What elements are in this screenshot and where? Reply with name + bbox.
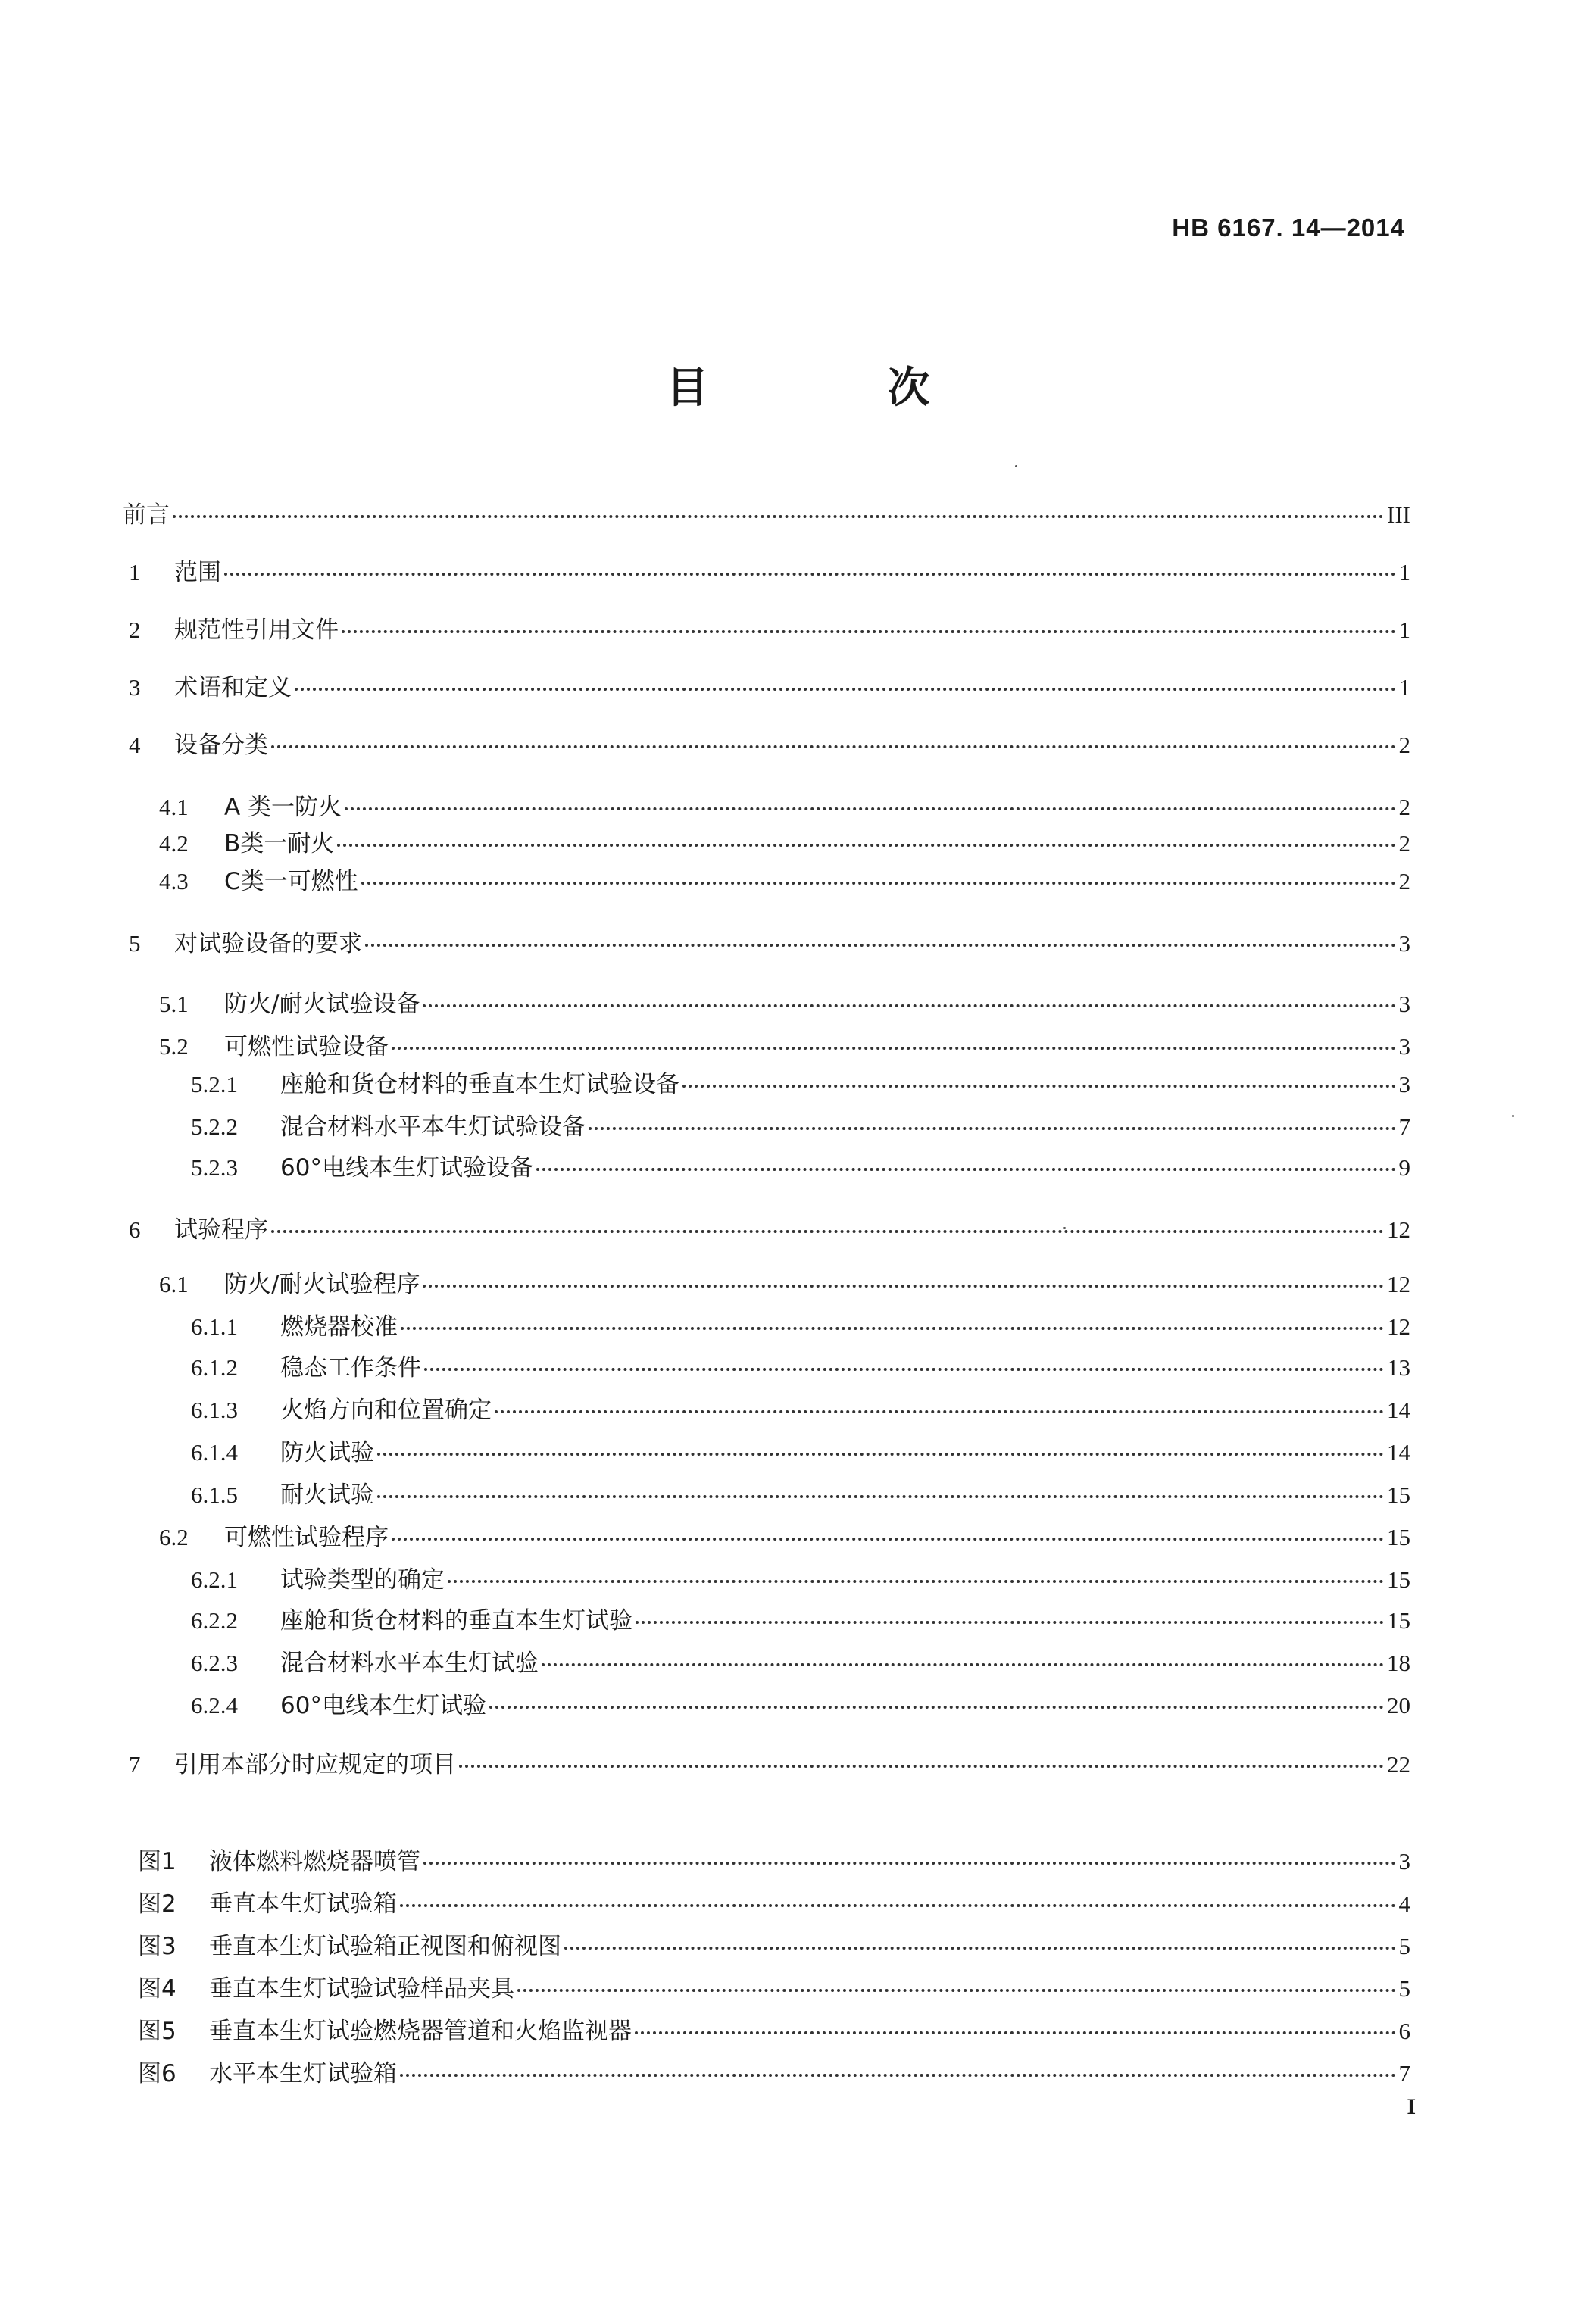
figure-entry-number: 图6 [138, 2060, 176, 2087]
toc-entry-number: 6.1 [159, 1271, 189, 1297]
toc-entry-number: 4.2 [159, 830, 189, 857]
dot-leader [377, 1453, 1384, 1456]
toc-entry-number: 5.2.3 [191, 1154, 238, 1181]
toc-entry-page: 12 [1387, 1216, 1410, 1243]
toc-entry[interactable] [129, 673, 1410, 703]
figure-entry-title: 垂直本生灯试验燃烧器管道和火焰监视器 [209, 2018, 632, 2045]
toc-entry-number: 6 [129, 1216, 141, 1243]
figure-entry[interactable] [138, 1974, 1410, 2004]
toc-entry[interactable] [159, 1032, 1410, 1062]
page-title: 目 次 [666, 364, 998, 413]
toc-entry-number: 5 [129, 930, 141, 957]
toc-entry-page: 2 [1398, 732, 1410, 758]
toc-entry-number: 6.1.4 [191, 1439, 238, 1466]
dot-leader [564, 1947, 1396, 1950]
figure-entry-number: 图2 [138, 1890, 176, 1918]
figure-entry-title: 水平本生灯试验箱 [209, 2060, 397, 2087]
toc-entry-title: 燃烧器校准 [280, 1313, 398, 1341]
figure-entry[interactable] [138, 2016, 1410, 2046]
toc-entry-title: 试验类型的确定 [280, 1566, 445, 1594]
dot-leader [401, 1327, 1384, 1330]
figure-entry-number: 图5 [138, 2018, 176, 2045]
figure-entry-number: 图4 [138, 1975, 176, 2003]
toc-entry[interactable] [129, 929, 1410, 959]
toc-entry-title: 前言 [123, 501, 170, 529]
toc-entry-page: 14 [1387, 1397, 1410, 1423]
toc-entry[interactable] [129, 1215, 1410, 1245]
toc-entry-number: 6.2.1 [191, 1566, 238, 1593]
toc-entry-title: 可燃性试验设备 [224, 1033, 389, 1060]
toc-entry-title: 防火/耐火试验设备 [224, 991, 420, 1018]
toc-entry-page: 3 [1398, 1071, 1410, 1097]
toc-entry-number: 5.2 [159, 1033, 189, 1060]
toc-entry-page: 18 [1387, 1650, 1410, 1676]
figure-entry[interactable] [138, 1847, 1410, 1877]
toc-entry-title: C类一可燃性 [224, 868, 358, 895]
toc-entry-title: 座舱和货仓材料的垂直本生灯试验 [280, 1607, 632, 1634]
toc-entry-page: 22 [1387, 1751, 1410, 1778]
page-number: I [1407, 2094, 1416, 2119]
toc-entry-number: 3 [129, 674, 141, 701]
dot-leader [361, 882, 1396, 885]
dot-leader [589, 1127, 1396, 1130]
figure-entry-page: 5 [1398, 1975, 1410, 2002]
toc-entry[interactable] [191, 1112, 1410, 1142]
toc-entry[interactable] [159, 989, 1410, 1019]
dot-leader [337, 844, 1395, 847]
toc-entry[interactable] [191, 1565, 1410, 1595]
toc-entry[interactable] [191, 1395, 1410, 1425]
dot-leader [542, 1663, 1384, 1666]
toc-entry-page: 1 [1398, 674, 1410, 701]
toc-entry-title: 对试验设备的要求 [174, 930, 362, 957]
toc-entry-title: 混合材料水平本生灯试验设备 [280, 1113, 586, 1141]
dot-leader [495, 1410, 1384, 1413]
figure-entry[interactable] [138, 1889, 1410, 1919]
dot-leader [400, 2074, 1396, 2077]
toc-entry[interactable] [191, 1353, 1410, 1383]
figure-entry[interactable] [138, 1931, 1410, 1962]
toc-entry-number: 6.2.4 [191, 1692, 238, 1719]
dot-leader [377, 1495, 1384, 1498]
toc-entry-page: 12 [1387, 1271, 1410, 1297]
figure-entry-title: 垂直本生灯试验箱 [209, 1890, 397, 1918]
figure-entry-title: 垂直本生灯试验箱正视图和俯视图 [209, 1933, 561, 1960]
toc-entry-title: A 类一防火 [224, 794, 342, 821]
toc-entry-page: III [1387, 501, 1410, 528]
toc-entry[interactable] [129, 730, 1410, 760]
dot-leader [392, 1538, 1384, 1541]
dot-leader [459, 1765, 1384, 1768]
dot-leader [423, 1862, 1396, 1865]
toc-entry-title: 稳态工作条件 [280, 1354, 421, 1381]
dot-leader [489, 1706, 1384, 1709]
toc-entry-title: 火焰方向和位置确定 [280, 1397, 492, 1424]
figure-entry-page: 6 [1398, 2018, 1410, 2044]
toc-entry[interactable] [191, 1069, 1410, 1100]
toc-entry-title: 60°电线本生灯试验 [280, 1692, 486, 1719]
toc-entry-page: 2 [1398, 868, 1410, 894]
toc-entry-number: 5.1 [159, 991, 189, 1017]
toc-entry[interactable] [159, 792, 1410, 823]
figure-entry-title: 液体燃料燃烧器喷管 [209, 1848, 420, 1875]
toc-entry-title: 术语和定义 [174, 674, 292, 701]
toc-entry-page: 15 [1387, 1481, 1410, 1508]
scan-speck [1015, 465, 1017, 467]
dot-leader [271, 745, 1396, 748]
toc-entry-title: 60°电线本生灯试验设备 [280, 1154, 533, 1182]
toc-entry-title: 设备分类 [174, 732, 268, 759]
toc-entry-title: 规范性引用文件 [174, 617, 339, 644]
toc-entry-page: 2 [1398, 794, 1410, 820]
figure-entry-page: 5 [1398, 1933, 1410, 1959]
toc-entry[interactable] [191, 1480, 1410, 1510]
toc-entry[interactable] [123, 500, 1410, 530]
dot-leader [271, 1230, 1384, 1233]
dot-leader [517, 1989, 1396, 1992]
toc-entry-title: 防火/耐火试验程序 [224, 1271, 420, 1298]
toc-entry-number: 6.2.3 [191, 1650, 238, 1676]
toc-entry[interactable] [159, 829, 1410, 859]
toc-entry-page: 3 [1398, 1033, 1410, 1060]
toc-entry-number: 6.1.1 [191, 1313, 238, 1340]
toc-entry-number: 4.1 [159, 794, 189, 820]
scan-speck [1512, 1115, 1514, 1117]
toc-entry-page: 15 [1387, 1607, 1410, 1634]
toc-entry-number: 6.2 [159, 1524, 189, 1550]
toc-entry-page: 1 [1398, 617, 1410, 643]
document-code: HB 6167. 14—2014 [1172, 214, 1405, 242]
toc-entry[interactable] [191, 1312, 1410, 1342]
dot-leader [636, 1621, 1384, 1624]
toc-entry-number: 4 [129, 732, 141, 758]
toc-entry[interactable] [191, 1648, 1410, 1678]
dot-leader [342, 630, 1396, 633]
toc-entry[interactable] [159, 866, 1410, 897]
toc-entry[interactable] [129, 1750, 1410, 1780]
toc-entry[interactable] [159, 1269, 1410, 1300]
toc-entry[interactable] [129, 615, 1410, 645]
dot-leader [423, 1004, 1395, 1007]
toc-entry[interactable] [191, 1691, 1410, 1721]
toc-entry-title: B类一耐火 [224, 830, 335, 857]
scan-speck [1063, 1227, 1066, 1229]
toc-entry-number: 5.2.2 [191, 1113, 238, 1140]
dot-leader [392, 1047, 1396, 1050]
toc-entry[interactable] [191, 1606, 1410, 1636]
toc-entry-page: 13 [1387, 1354, 1410, 1381]
toc-entry-title: 试验程序 [174, 1216, 268, 1244]
toc-entry-page: 2 [1398, 830, 1410, 857]
toc-entry-title: 可燃性试验程序 [224, 1524, 389, 1551]
dot-leader [423, 1285, 1384, 1288]
dot-leader [365, 944, 1396, 947]
toc-entry-page: 3 [1398, 991, 1410, 1017]
toc-entry-page: 15 [1387, 1524, 1410, 1550]
toc-entry-page: 15 [1387, 1566, 1410, 1593]
dot-leader [424, 1368, 1384, 1371]
toc-entry-page: 3 [1398, 930, 1410, 957]
figure-entry-number: 图1 [138, 1848, 176, 1875]
toc-entry-title: 座舱和货仓材料的垂直本生灯试验设备 [280, 1071, 679, 1098]
toc-entry-title: 耐火试验 [280, 1481, 374, 1509]
toc-entry-number: 2 [129, 617, 141, 643]
toc-entry-page: 20 [1387, 1692, 1410, 1719]
toc-entry-number: 7 [129, 1751, 141, 1778]
toc-entry-page: 1 [1398, 559, 1410, 585]
toc-entry-number: 6.1.3 [191, 1397, 238, 1423]
dot-leader [448, 1580, 1384, 1583]
toc-entry[interactable] [159, 1522, 1410, 1553]
toc-entry-number: 4.3 [159, 868, 189, 894]
toc-entry[interactable] [191, 1153, 1410, 1183]
toc-entry-title: 混合材料水平本生灯试验 [280, 1650, 539, 1677]
dot-leader [173, 515, 1384, 518]
toc-entry-number: 6.1.5 [191, 1481, 238, 1508]
figure-entry-page: 7 [1398, 2060, 1410, 2087]
toc-entry[interactable] [191, 1438, 1410, 1468]
toc-entry-title: 范围 [174, 559, 221, 586]
dot-leader [345, 807, 1395, 810]
figure-entry-page: 4 [1398, 1890, 1410, 1917]
toc-entry[interactable] [129, 557, 1410, 588]
figure-entry-title: 垂直本生灯试验试验样品夹具 [209, 1975, 514, 2003]
dot-leader [400, 1904, 1396, 1907]
toc-entry-title: 引用本部分时应规定的项目 [174, 1751, 456, 1778]
toc-entry-number: 5.2.1 [191, 1071, 238, 1097]
toc-entry-page: 14 [1387, 1439, 1410, 1466]
figure-entry-page: 3 [1398, 1848, 1410, 1875]
toc-entry-number: 1 [129, 559, 141, 585]
toc-entry-title: 防火试验 [280, 1439, 374, 1466]
toc-entry-number: 6.2.2 [191, 1607, 238, 1634]
toc-entry-page: 12 [1387, 1313, 1410, 1340]
dot-leader [682, 1085, 1396, 1088]
toc-entry-page: 7 [1398, 1113, 1410, 1140]
toc-entry-number: 6.1.2 [191, 1354, 238, 1381]
dot-leader [536, 1168, 1396, 1171]
figure-entry-number: 图3 [138, 1933, 176, 1960]
toc-entry-page: 9 [1398, 1154, 1410, 1181]
dot-leader [224, 573, 1396, 576]
figure-entry[interactable] [138, 2059, 1410, 2089]
dot-leader [295, 688, 1396, 691]
dot-leader [635, 2031, 1396, 2034]
